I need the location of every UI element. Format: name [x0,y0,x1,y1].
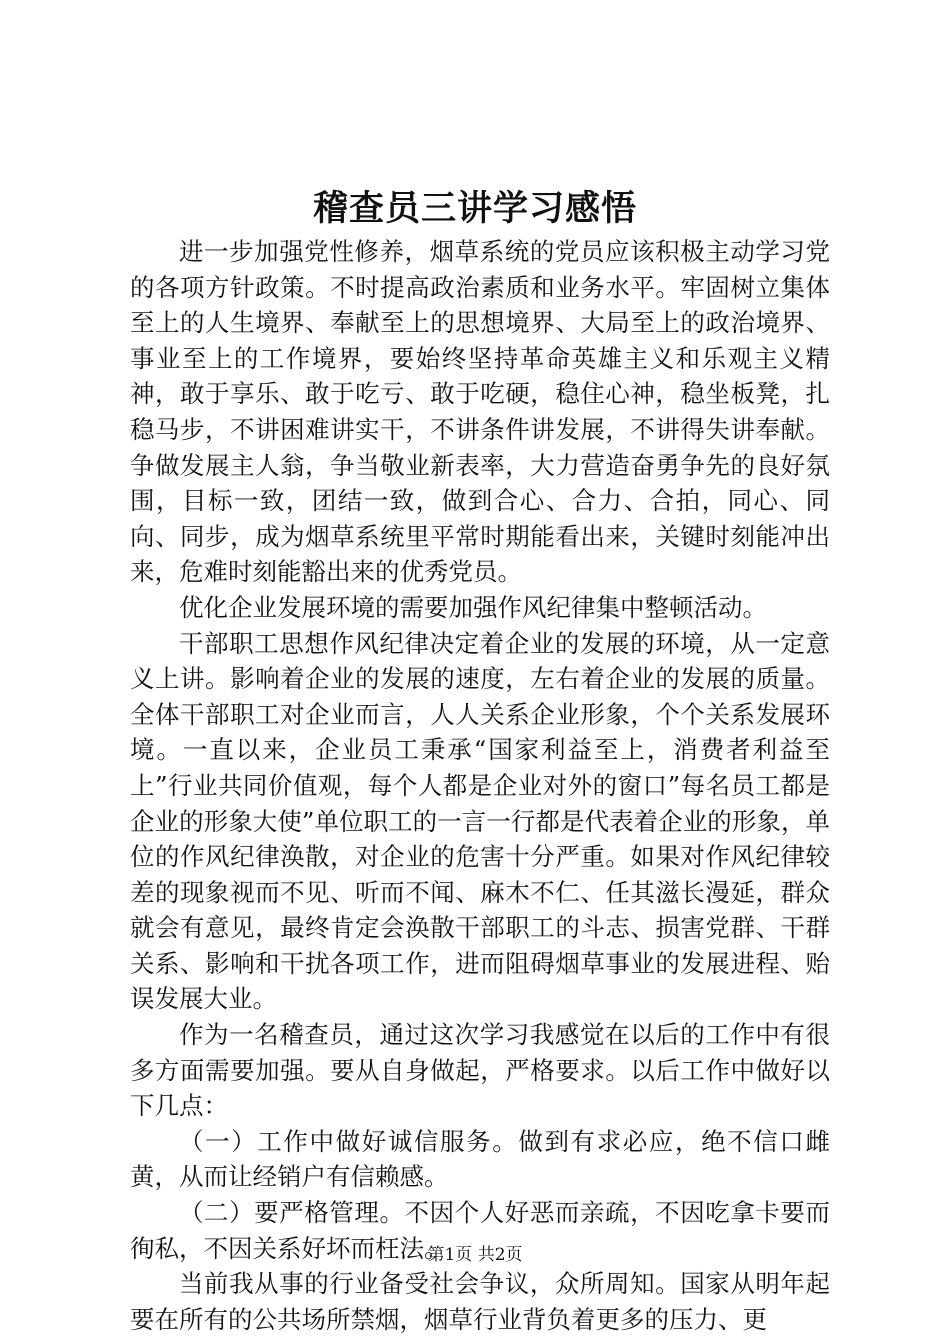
paragraph-party-cultivation: 进一步加强党性修养，烟草系统的党员应该积极主动学习党的各项方针政策。不时提高政治素质和业务水平。牢固树立集体至上的人生境界、奉献至上的思想境界、大局至上的政治境界、事业至上的工作境界，要始终坚持革命英雄主义和乐观主义精神，敢于享乐、敢于吃亏、敢于吃硬，稳住心神，稳坐板凳，扎稳马步，不讲困难讲实干，不讲条件讲发展，不讲得失讲奉献。争做发展主人翁，争当敬业新表率，大力营造奋勇争先的良好氛围，目标一致，团结一致，做到合心、合力、合拍，同心、同向、同步，成为烟草系统里平常时期能看出来，关键时刻能冲出来，危难时刻能豁出来的优秀党员。 [130,237,830,587]
document-body [130,234,830,1337]
paragraph-point-two: （二）要严格管理。不因个人好恶而亲疏，不因吃拿卡要而徇私，不因关系好坏而枉法。 [130,1198,830,1263]
paragraph-work-style-discipline: 干部职工思想作风纪律决定着企业的发展的环境，从一定意义上讲。影响着企业的发展的速度，左右着企业的发展的质量。全体干部职工对企业而言，人人关系企业形象，个个关系发展环境。一直以来，企业员工秉承“国家利益至上，消费者利益至上”行业共同价值观，每个人都是企业对外的窗口”每名员工都是企业的形象大使”单位职工的一言一行都是代表着企业的形象，单位的作风纪律涣散，对企业的危害十分严重。如果对作风纪律较差的现象视而不见、听而不闻、麻木不仁、任其滋长漫延，群众就会有意见，最终肯定会涣散干部职工的斗志、损害党群、干群关系、影响和干扰各项工作，进而阻碍烟草事业的发展进程、贻误发展大业。 [130,628,830,1014]
paragraph-industry-pressure: 当前我从事的行业备受社会争议，众所周知。国家从明年起要在所有的公共场所禁烟，烟草行业背负着更多的压力、更 [130,1269,830,1334]
paragraph-environment-heading: 优化企业发展环境的需要加强作风纪律集中整顿活动。 [179,592,767,622]
paragraph-point-one: （一）工作中做好诚信服务。做到有求必应，绝不信口雌黄，从而让经销户有信赖感。 [130,1126,830,1192]
page-number-footer: 第1页 共2页 [427,1245,523,1265]
document-title: 稽查员三讲学习感悟 [312,188,637,229]
paragraph-inspector-reflection: 作为一名稽查员，通过这次学习我感觉在以后的工作中有很多方面需要加强。要从自身做起，严格要求。以后工作中做好以下几点： [130,1020,830,1121]
